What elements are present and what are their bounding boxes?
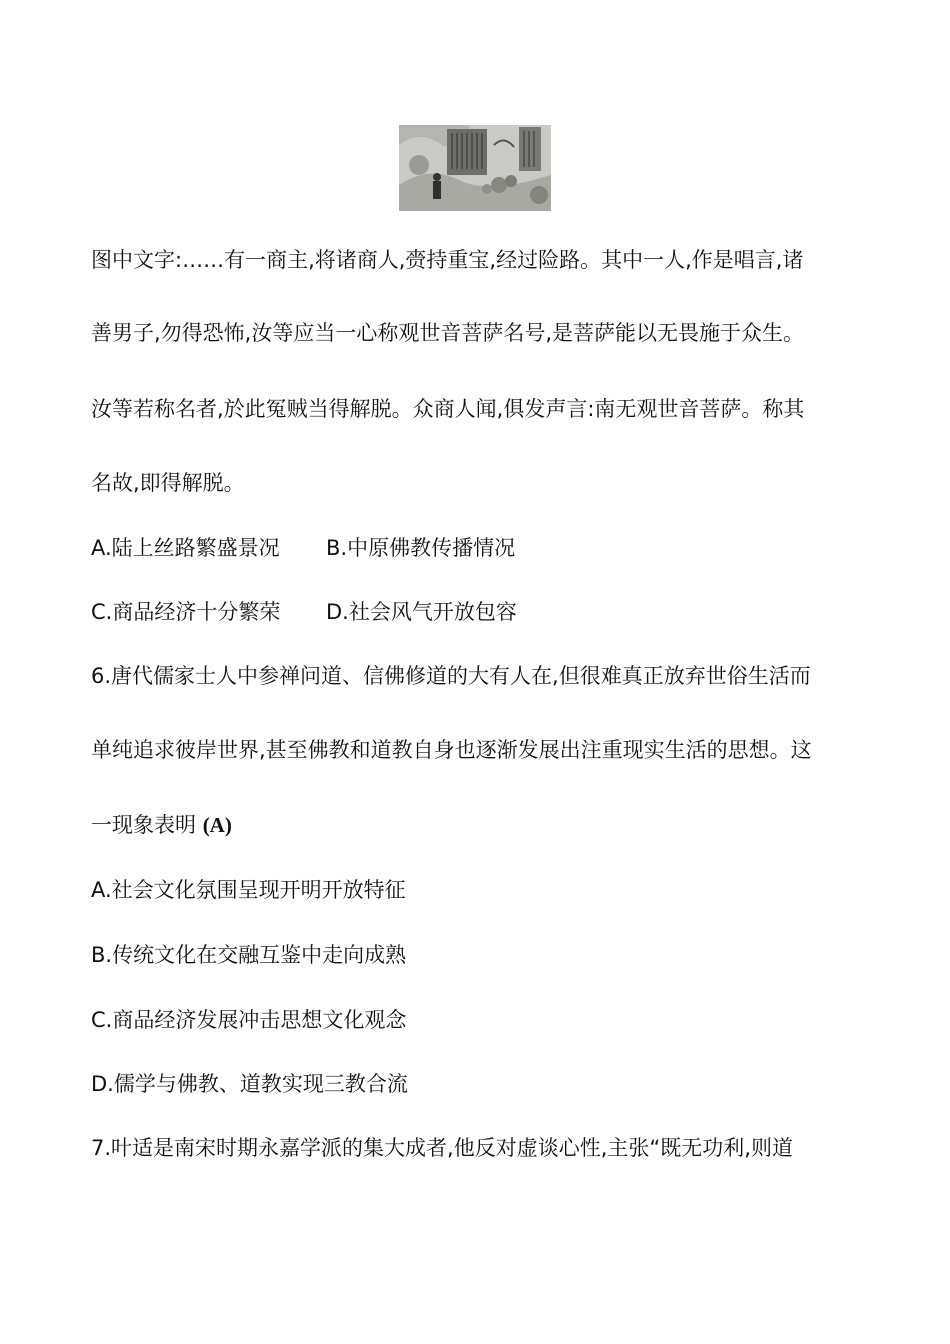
q6-answer: (A) bbox=[202, 813, 232, 837]
q5-option-a: A.陆上丝路繁盛景况 bbox=[91, 536, 280, 560]
q5-option-c: C.商品经济十分繁荣 bbox=[91, 600, 281, 624]
q6-stem-line-3 bbox=[91, 812, 232, 838]
caption-line-3: 汝等若称名者,於此冤贼当得解脱。众商人闻,俱发声言:南无观世音菩萨。称其 bbox=[91, 397, 805, 421]
painting-illustration bbox=[399, 125, 551, 211]
q6-stem-line-1: 6.唐代儒家士人中参禅问道、信佛修道的大有人在,但很难真正放弃世俗生活而 bbox=[91, 664, 811, 688]
q7-stem-line-1: 7.叶适是南宋时期永嘉学派的集大成者,他反对虚谈心性,主张“既无功利,则道 bbox=[91, 1136, 793, 1160]
caption-line-1: 图中文字:……有一商主,将诸商人,赍持重宝,经过险路。其中一人,作是唱言,诸 bbox=[91, 248, 804, 272]
q6-stem-line-2: 单纯追求彼岸世界,甚至佛教和道教自身也逐渐发展出注重现实生活的思想。这 bbox=[91, 738, 812, 762]
q6-stem-text: 一现象表明 bbox=[91, 813, 196, 837]
q6-option-b: B.传统文化在交融互鉴中走向成熟 bbox=[91, 943, 407, 967]
buddhist-painting-image bbox=[399, 125, 551, 211]
caption-line-2: 善男子,勿得恐怖,汝等应当一心称观世音菩萨名号,是菩萨能以无畏施于众生。 bbox=[91, 321, 805, 345]
q5-option-b: B.中原佛教传播情况 bbox=[326, 536, 516, 560]
caption-line-4: 名故,即得解脱。 bbox=[91, 471, 245, 495]
q5-option-d: D.社会风气开放包容 bbox=[326, 600, 517, 624]
q6-option-d: D.儒学与佛教、道教实现三教合流 bbox=[91, 1072, 408, 1096]
q6-option-a: A.社会文化氛围呈现开明开放特征 bbox=[91, 878, 406, 902]
q6-option-c: C.商品经济发展冲击思想文化观念 bbox=[91, 1008, 407, 1032]
